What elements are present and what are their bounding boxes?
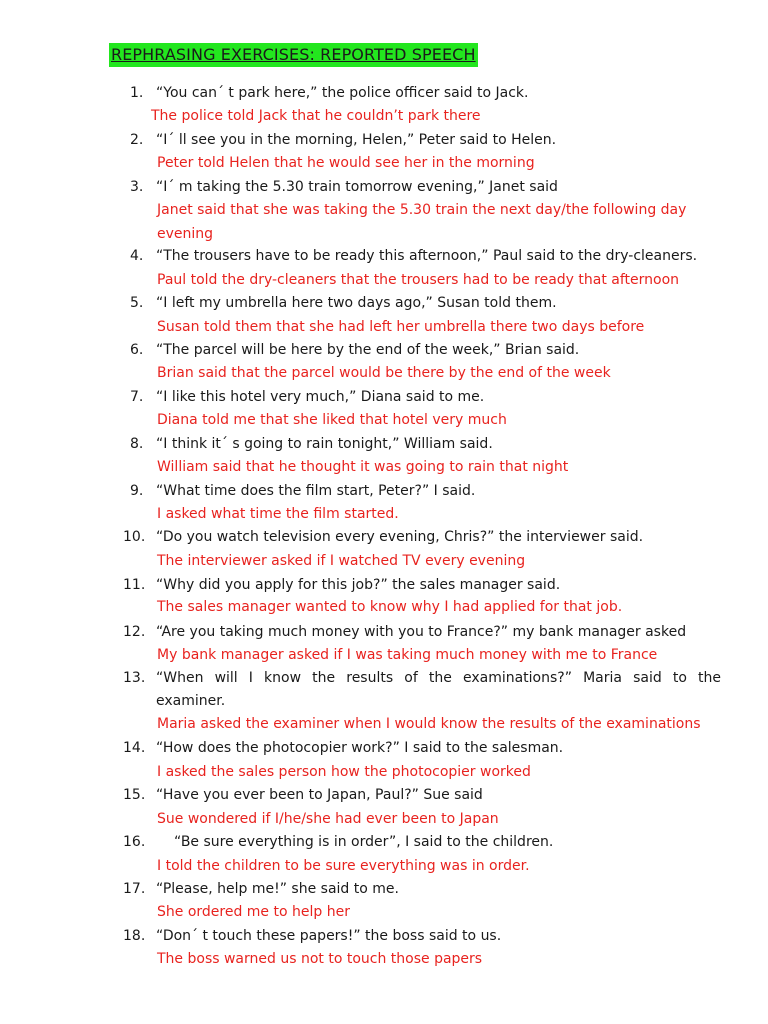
item-number: 3. xyxy=(130,179,144,195)
item-answer: Brian said that the parcel would be there by the end of the week xyxy=(157,365,611,381)
item-number: 5. xyxy=(130,295,144,311)
item-statement: “Don´ t touch these papers!” the boss said to us. xyxy=(156,928,502,944)
item-number: 11. xyxy=(123,577,146,593)
item-statement: “Are you taking much money with you to France?” my bank manager asked xyxy=(156,624,687,640)
item-statement: “The trousers have to be ready this afternoon,” Paul said to the dry-cleaners. xyxy=(156,248,698,264)
item-statement: “I´ m taking the 5.30 train tomorrow evening,” Janet said xyxy=(156,179,558,195)
item-answer: The interviewer asked if I watched TV every evening xyxy=(157,553,526,569)
item-statement: “I left my umbrella here two days ago,” Susan told them. xyxy=(156,295,557,311)
item-number: 4. xyxy=(130,248,144,264)
item-answer: Diana told me that she liked that hotel very much xyxy=(157,412,507,428)
item-number: 10. xyxy=(123,529,146,545)
item-answer: I asked the sales person how the photocopier worked xyxy=(157,764,531,780)
item-number: 18. xyxy=(123,928,146,944)
item-statement: “How does the photocopier work?” I said to the salesman. xyxy=(156,740,564,756)
item-number: 17. xyxy=(123,881,146,897)
item-answer: Peter told Helen that he would see her in the morning xyxy=(157,155,535,171)
item-statement: “When will I know the results of the examinations?” Maria said to the xyxy=(156,670,721,686)
item-answer: I asked what time the film started. xyxy=(157,506,399,522)
item-answer: My bank manager asked if I was taking much money with me to France xyxy=(157,647,658,663)
item-answer: Janet said that she was taking the 5.30 train the next day/the following day xyxy=(157,202,687,218)
item-answer: The boss warned us not to touch those papers xyxy=(157,951,483,967)
item-statement: “Please, help me!” she said to me. xyxy=(156,881,399,897)
page-title: REPHRASING EXERCISES: REPORTED SPEECH xyxy=(109,43,478,67)
item-number: 6. xyxy=(130,342,144,358)
item-statement: “Be sure everything is in order”, I said to the children. xyxy=(174,834,554,850)
item-statement: “You can´ t park here,” the police officer said to Jack. xyxy=(156,85,529,101)
item-answer: Maria asked the examiner when I would know the results of the examinations xyxy=(157,716,701,732)
item-statement: “I like this hotel very much,” Diana said to me. xyxy=(156,389,485,405)
item-statement: “Why did you apply for this job?” the sales manager said. xyxy=(156,577,561,593)
item-statement: “What time does the film start, Peter?” I said. xyxy=(156,483,476,499)
item-statement: “I think it´ s going to rain tonight,” William said. xyxy=(156,436,493,452)
item-answer: Sue wondered if I/he/she had ever been to Japan xyxy=(157,811,499,827)
item-number: 15. xyxy=(123,787,146,803)
item-answer: The police told Jack that he couldn’t park there xyxy=(151,108,481,124)
item-number: 1. xyxy=(130,85,144,101)
item-answer: She ordered me to help her xyxy=(157,904,350,920)
item-statement: “I´ ll see you in the morning, Helen,” Peter said to Helen. xyxy=(156,132,557,148)
item-number: 14. xyxy=(123,740,146,756)
item-number: 2. xyxy=(130,132,144,148)
item-statement: “Have you ever been to Japan, Paul?” Sue said xyxy=(156,787,483,803)
item-number: 13. xyxy=(123,670,146,686)
item-answer: The sales manager wanted to know why I had applied for that job. xyxy=(157,599,623,615)
item-answer: I told the children to be sure everything was in order. xyxy=(157,858,530,874)
item-number: 7. xyxy=(130,389,144,405)
item-number: 16. xyxy=(123,834,146,850)
item-number: 12. xyxy=(123,624,146,640)
item-answer: William said that he thought it was going to rain that night xyxy=(157,459,569,475)
item-number: 9. xyxy=(130,483,144,499)
item-statement-continued: examiner. xyxy=(156,693,226,709)
item-number: 8. xyxy=(130,436,144,452)
item-statement: “The parcel will be here by the end of the week,” Brian said. xyxy=(156,342,580,358)
item-answer: Susan told them that she had left her umbrella there two days before xyxy=(157,319,645,335)
item-answer: Paul told the dry-cleaners that the trousers had to be ready that afternoon xyxy=(157,272,680,288)
item-statement: “Do you watch television every evening, Chris?” the interviewer said. xyxy=(156,529,644,545)
item-answer-continued: evening xyxy=(157,226,214,242)
